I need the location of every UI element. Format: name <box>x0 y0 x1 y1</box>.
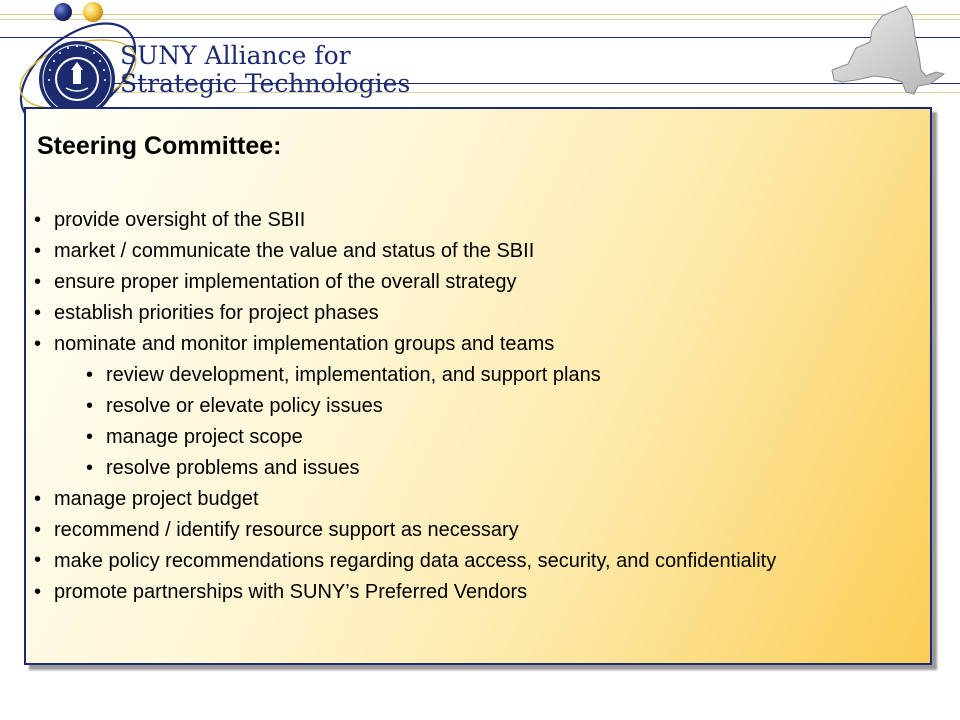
bullet-icon: • <box>34 488 42 510</box>
bullet-icon: • <box>34 240 42 262</box>
responsibilities-list <box>34 205 914 608</box>
list-item <box>34 546 914 577</box>
bullet-icon: • <box>34 549 42 571</box>
orbit-ball-navy <box>54 3 72 21</box>
list-item-text: provide oversight of the SBII <box>54 209 306 231</box>
list-item <box>34 329 914 360</box>
bullet-icon: • <box>34 581 42 603</box>
bullet-icon: • <box>86 457 94 479</box>
list-item-text: resolve or elevate policy issues <box>106 395 383 417</box>
brand-line-2: Strategic Technologies <box>120 69 411 98</box>
list-item <box>34 484 914 515</box>
slide-heading: Steering Committee: <box>37 132 282 160</box>
sub-list-item <box>34 422 914 453</box>
sub-list-item <box>34 453 914 484</box>
list-item-text: resolve problems and issues <box>106 457 360 479</box>
steering-committee-panel <box>24 107 932 665</box>
bullet-icon: • <box>34 209 42 231</box>
list-item-text: establish priorities for project phases <box>54 302 379 324</box>
bullet-icon: • <box>86 364 94 386</box>
list-item <box>34 236 914 267</box>
bullet-icon: • <box>86 395 94 417</box>
list-item <box>34 205 914 236</box>
bullet-icon: • <box>34 333 42 355</box>
list-item-text: ensure proper implementation of the overall strategy <box>54 271 517 293</box>
list-item <box>34 267 914 298</box>
bullet-icon: • <box>34 271 42 293</box>
bullet-icon: • <box>34 302 42 324</box>
brand-line-1: SUNY Alliance for <box>120 41 351 70</box>
sub-list-item <box>34 391 914 422</box>
list-item-text: nominate and monitor implementation groups and teams <box>54 333 555 355</box>
bullet-icon: • <box>86 426 94 448</box>
list-item <box>34 577 914 608</box>
list-item-text: make policy recommendations regarding data access, security, and confidentiality <box>54 550 777 572</box>
list-item-text: review development, implementation, and support plans <box>106 364 601 386</box>
list-item-text: manage project scope <box>106 426 303 448</box>
orbit-ball-gold <box>83 2 103 22</box>
list-item-text: promote partnerships with SUNY’s Preferred Vendors <box>54 581 528 603</box>
bullet-icon: • <box>34 519 42 541</box>
new-york-state-map-icon <box>820 2 948 102</box>
sub-list-item <box>34 360 914 391</box>
list-item-text: recommend / identify resource support as necessary <box>54 519 519 541</box>
list-item <box>34 515 914 546</box>
list-item-text: market / communicate the value and status of the SBII <box>54 240 535 262</box>
list-item-text: manage project budget <box>54 488 259 510</box>
brand-wordmark <box>120 42 410 98</box>
list-item <box>34 298 914 329</box>
